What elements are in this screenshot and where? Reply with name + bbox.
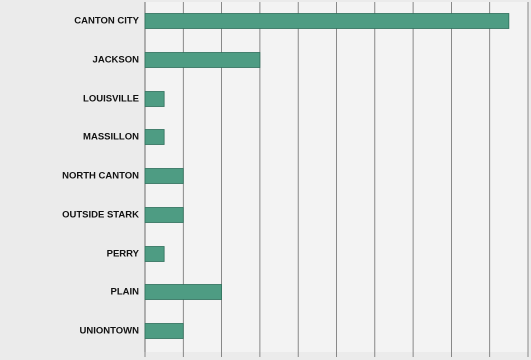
- category-label: UNIONTOWN: [79, 325, 139, 337]
- category-label: PLAIN: [110, 286, 139, 298]
- bar: [145, 208, 183, 223]
- bar: [145, 169, 183, 184]
- bar: [145, 247, 164, 262]
- category-label: LOUISVILLE: [83, 93, 139, 105]
- bar: [145, 92, 164, 107]
- category-label: MASSILLON: [83, 131, 139, 143]
- category-label: NORTH CANTON: [62, 170, 139, 182]
- bar: [145, 14, 509, 29]
- bar: [145, 324, 183, 339]
- bar: [145, 130, 164, 145]
- bar: [145, 285, 222, 300]
- bar: [145, 53, 260, 68]
- category-label: CANTON CITY: [74, 15, 139, 27]
- category-label: JACKSON: [92, 54, 139, 66]
- category-label: OUTSIDE STARK: [62, 209, 139, 221]
- category-labels: [62, 16, 140, 337]
- category-label: PERRY: [106, 248, 139, 260]
